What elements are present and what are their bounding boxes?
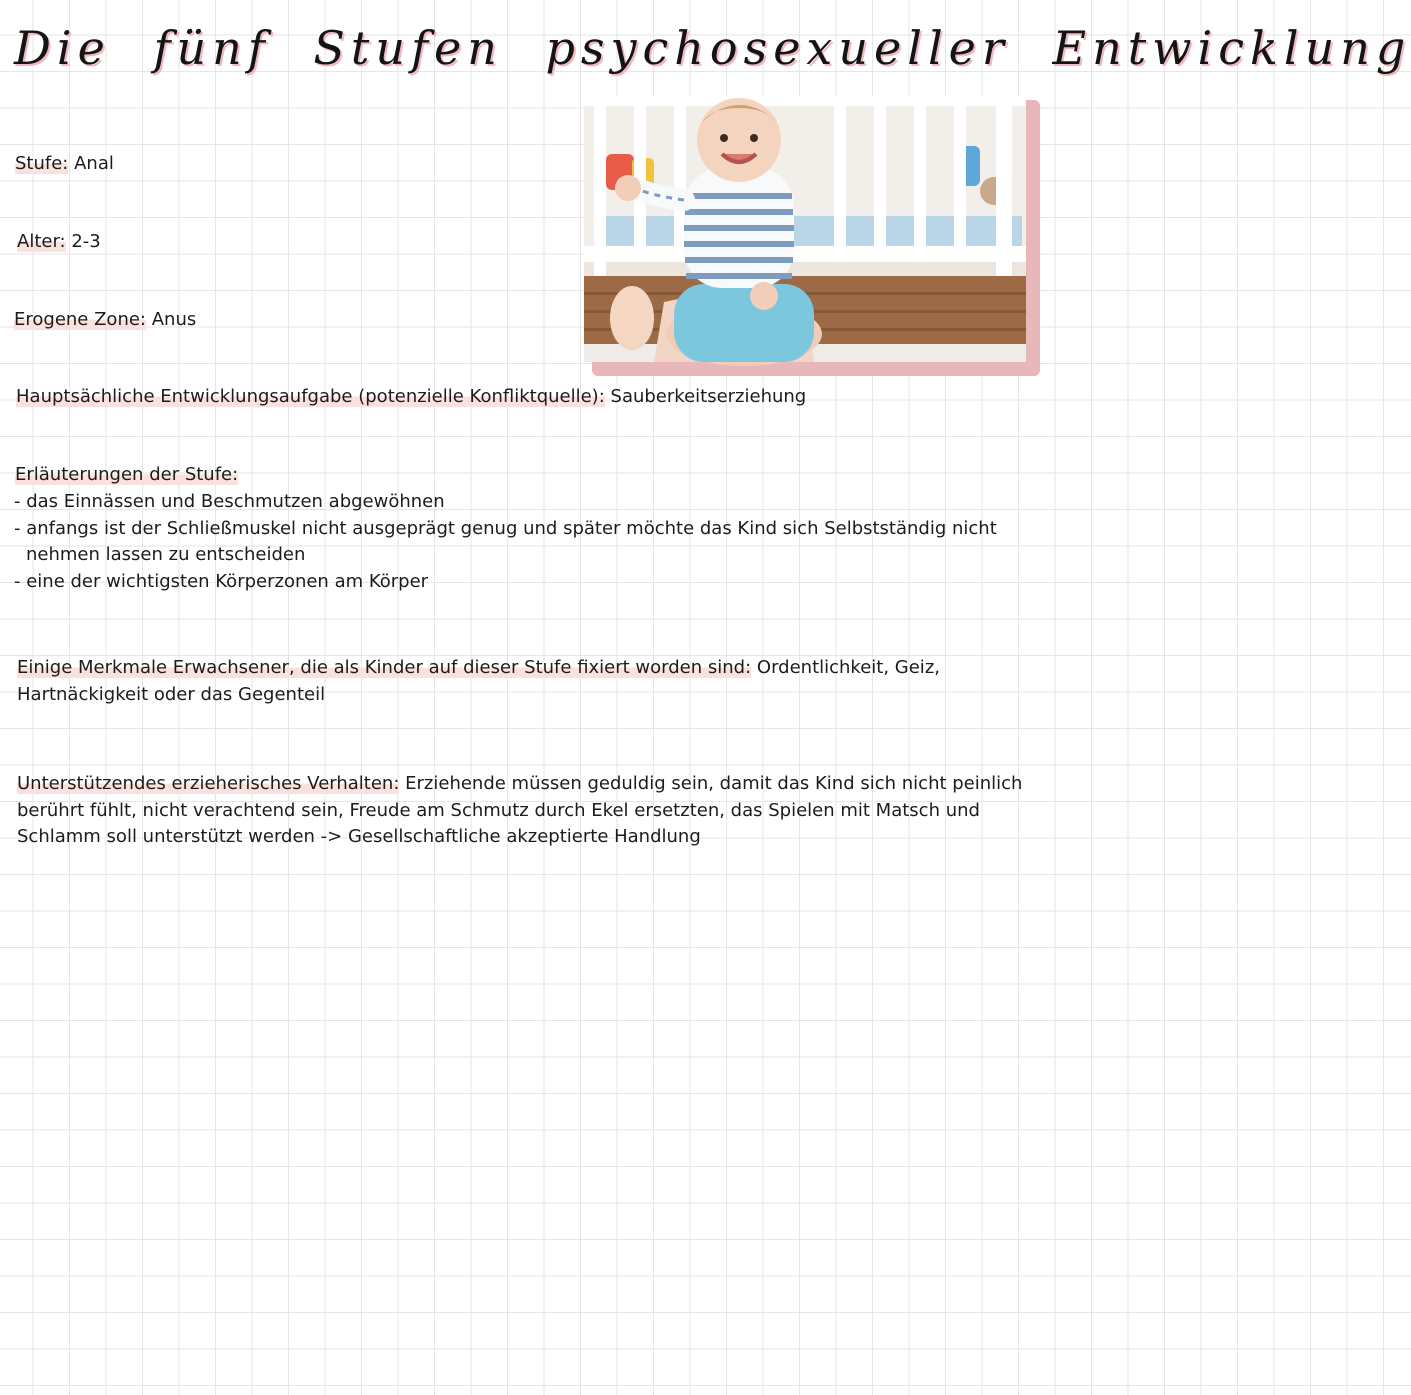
list-item: - anfangs ist der Schließmuskel nicht ausgeprägt genug und später möchte das Kind sich Selbstständig nicht nehmen lassen zu entscheiden bbox=[14, 516, 1054, 569]
stage-label: Stufe: bbox=[15, 153, 69, 174]
explanations-heading bbox=[15, 462, 238, 489]
list-item: - eine der wichtigsten Körperzonen am Körper bbox=[14, 569, 1054, 596]
stage-value: Anal bbox=[74, 153, 114, 174]
development-task-label: Hauptsächliche Entwicklungsaufgabe (potenzielle Konfliktquelle): bbox=[16, 386, 605, 407]
supportive-behavior-value: Erziehende müssen geduldig sein, damit das Kind sich nicht peinlich berührt fühlt, nicht verachtend sein, Freude am Schmutz durch Ekel ersetzten, das Spielen mit Matsch und Schlamm soll unterstützt werden -> Gesellschaftliche akzeptierte Handlung bbox=[17, 773, 1023, 847]
development-task-value: Sauberkeitserziehung bbox=[610, 386, 807, 407]
erogenous-zone-line bbox=[14, 307, 196, 334]
development-task-line bbox=[16, 384, 1056, 411]
list-item: - das Einnässen und Beschmutzen abgewöhnen bbox=[14, 489, 1054, 516]
page-title: Die fünf Stufen psychosexueller Entwicklung bbox=[14, 21, 1411, 75]
explanations-list bbox=[14, 489, 1054, 595]
age-label: Alter: bbox=[17, 231, 66, 252]
supportive-behavior-label: Unterstützendes erzieherisches Verhalten: bbox=[17, 773, 400, 794]
adult-traits-label: Einige Merkmale Erwachsener, die als Kinder auf dieser Stufe fixiert worden sind: bbox=[17, 657, 752, 678]
erogenous-zone-label: Erogene Zone: bbox=[14, 309, 146, 330]
adult-traits-value: Ordentlichkeit, Geiz, Hartnäckigkeit oder das Gegenteil bbox=[17, 657, 940, 705]
erogenous-zone-value: Anus bbox=[151, 309, 197, 330]
toddler-potty-photo bbox=[584, 96, 1026, 362]
age-value: 2-3 bbox=[71, 231, 101, 252]
adult-traits-paragraph bbox=[17, 655, 1057, 708]
stage-line bbox=[15, 151, 114, 178]
toddler-on-potty-illustration bbox=[584, 96, 1026, 362]
age-line bbox=[17, 229, 101, 256]
explanations-heading-text: Erläuterungen der Stufe: bbox=[15, 464, 239, 485]
supportive-behavior-paragraph bbox=[17, 771, 1057, 851]
